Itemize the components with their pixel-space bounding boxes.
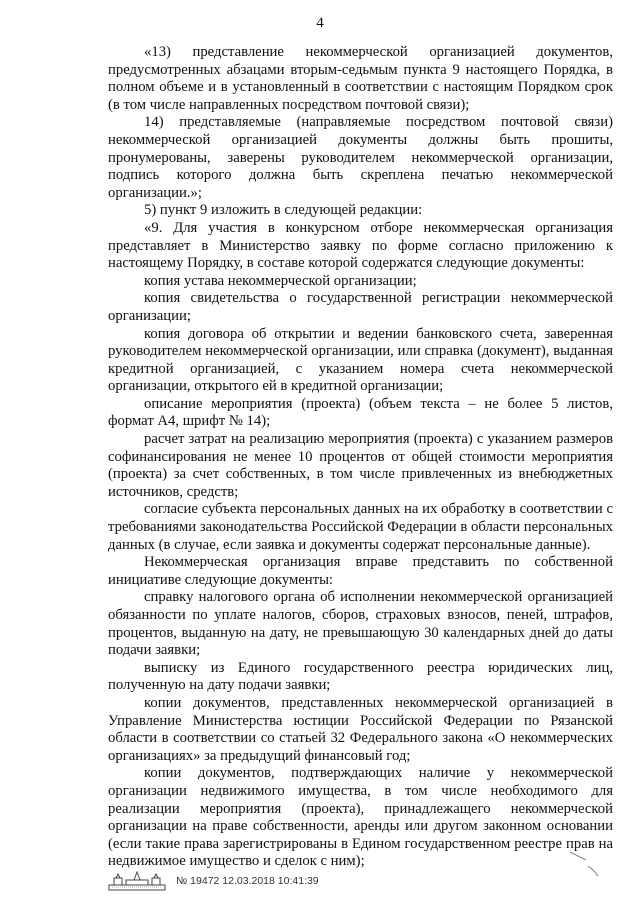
paragraph-cost-estimate: расчет затрат на реализацию мероприятия (проекта) с указанием размеров софинансирования не менее 10 процентов от общей стоимости мероприятия (проекта) за счет собственных, в том числе привлеченных из внебюджетных источников, средств; <box>108 431 613 500</box>
paragraph-register-extract: выписку из Единого государственного реестра юридических лиц, полученную на дату подачи заявки; <box>108 659 613 694</box>
paragraph-amendment-5: 5) пункт 9 изложить в следующей редакции: <box>144 202 423 219</box>
paragraph-project-description: описание мероприятия (проекта) (объем текста – не более 5 листов, формат А4, шрифт № 14); <box>108 395 613 430</box>
paragraph-personal-data-consent: согласие субъекта персональных данных на их обработку в соответствии с требованиями законодательства Российской Федерации в области персональных данных (в случае, если заявка и документы содержат персональные данные). <box>108 501 613 553</box>
registration-stamp: № 19472 12.03.2018 10:41:39 <box>176 875 319 887</box>
document-footer <box>108 868 319 894</box>
page-number: 4 <box>316 15 324 31</box>
paragraph-charter-copy: копия устава некоммерческой организации; <box>144 272 417 289</box>
document-body <box>108 44 613 871</box>
paragraph-optional-documents: Некоммерческая организация вправе представить по собственной инициативе следующие документы: <box>108 554 613 588</box>
kremlin-building-icon <box>108 870 166 892</box>
paragraph-clause-9: «9. Для участия в конкурсном отборе некоммерческая организация представляет в Министерство заявку по форме согласно приложению к настоящему Порядку, в составе которой содержатся следующие документы: <box>108 219 613 272</box>
paragraph-item-13: «13) представление некоммерческой организацией документов, предусмотренных абзацами вторым-седьмым пункта 9 настоящего Порядка, в полном объеме и в установленный в соответствии с настоящим Порядком срок (в том числе направленных посредством почтовой связи); <box>108 44 613 113</box>
paragraph-registration-certificate: копия свидетельства о государственной регистрации некоммерческой организации; <box>108 290 613 324</box>
paragraph-justice-ministry-documents: копии документов, представленных некоммерческой организацией в Управление Министерства юстиции Российской Федерации по Рязанской области в соответствии со статьей 32 Федерального закона «О некоммерческих организациях» за предыдущий финансовый год; <box>108 694 613 764</box>
paragraph-tax-certificate: справку налогового органа об исполнении некоммерческой организацией обязанности по уплате налогов, сборов, страховых взносов, пеней, штрафов, процентов, выданную на дату, не превышающую 30 календарных дней до даты подачи заявки; <box>108 589 613 659</box>
paragraph-real-estate-documents: копии документов, подтверждающих наличие у некоммерческой организации недвижимого имущества, в том числе необходимого для реализации мероприятия (проекта), принадлежащего некоммерческой организации на праве собственности, аренды или другом законном основании (если такие права зарегистрированы в Едином государственном реестре прав на недвижимое имущество и сделок с ним); <box>108 765 613 870</box>
scan-mark <box>548 838 604 878</box>
paragraph-item-14: 14) представляемые (направляемые посредством почтовой связи) некоммерческой организацией документы должны быть прошиты, пронумерованы, заверены руководителем некоммерческой организации, подпись которого должна быть скреплена печатью некоммерческой организации.»; <box>108 114 613 201</box>
paragraph-bank-account: копия договора об открытии и ведении банковского счета, заверенная руководителем некоммерческой организации, или справка (документ), выданная кредитной организацией, с указанием номера счета некоммерческой организации, открытого ей в кредитной организации; <box>108 325 613 395</box>
